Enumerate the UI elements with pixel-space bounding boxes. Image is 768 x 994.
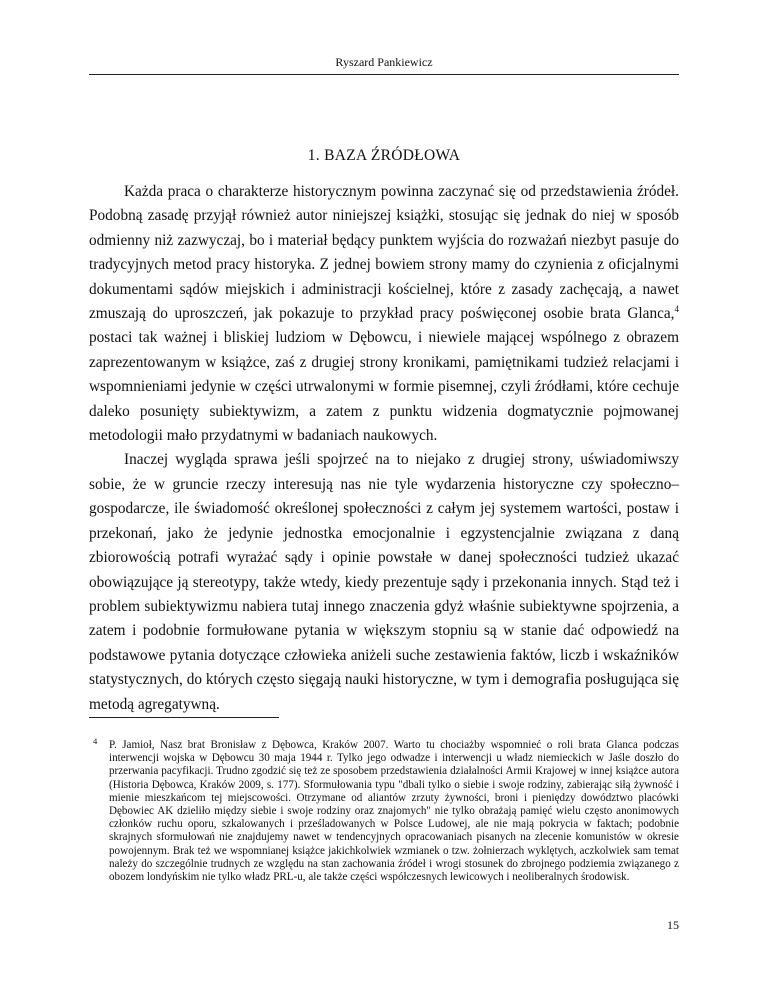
footnote-reference[interactable]: 4 (674, 304, 679, 315)
body-text (89, 180, 679, 717)
chapter-title: 1. BAZA ŹRÓDŁOWA (307, 147, 461, 164)
footnote (93, 736, 679, 884)
paragraph-1 (89, 180, 679, 448)
running-header: Ryszard Pankiewicz (335, 55, 433, 69)
page-number: 15 (667, 918, 679, 932)
paragraph-1-part-b: postaci tak ważnej i bliskiej ludziom w Dębowcu, i niewiele mającej wspólnego z obrazem zaprezentowanym w książce, zaś z drugiej strony kronikami, pamiętnikami tudzież relacjami i wspomnieniami jedynie w części utrwalonymi w formie pisemnej, czyli źródłami, które cechuje daleko posunięty subiektywizm, a zatem z punktu widzenia dogmatycznie pojmowanej metodologii mało przydatnymi w badaniach naukowych. (89, 329, 679, 445)
footnote-number: 4 (93, 736, 98, 746)
footnote-separator (89, 717, 279, 718)
paragraph-1-part-a: Każda praca o charakterze historycznym powinna zaczynać się od przedstawienia źródeł. Podobną zasadę przyjął również autor niniejszej książki, stosując się jednak do niej w sposób odmienny niż zazwyczaj, bo i materiał będący punktem wyjścia do rozważań niezbyt pasuje do tradycyjnych metod pracy historyka. Z jednej bowiem strony mamy do czynienia z oficjalnymi dokumentami sądów miejskich i administracji kościelnej, które z zasady zachęcają, a nawet zmuszają do uproszczeń, jak pokazuje to przykład pracy poświęconej osobie brata Glanca, (89, 183, 679, 323)
header-rule (89, 74, 679, 75)
paragraph-2: Inaczej wygląda sprawa jeśli spojrzeć na to niejako z drugiej strony, uświadomiwszy sobie, że w gruncie rzeczy interesują nas nie tyle wydarzenia historyczne czy społeczno–gospodarcze, ile świadomość określonej społeczności z całym jej systemem wartości, postaw i przekonań, jako że jedynie jednostka emocjonalnie i egzystencjalnie związana z daną zbiorowością potrafi wyrażać sądy i opinie powstałe w danej społeczności tudzież ukazać obowiązujące ją stereotypy, także wtedy, kiedy prezentuje sądy i przekonania innych. Stąd też i problem subiektywizmu nabiera tutaj innego znaczenia gdyż właśnie subiektywne spojrzenia, a zatem i podobnie formułowane pytania w większym stopniu są w stanie dać odpowiedź na podstawowe pytania dotyczące człowieka aniżeli suche zestawienia faktów, liczb i wskaźników statystycznych, do których często sięgają nauki historyczne, w tym i demografia posługująca się metodą agregatywną. (89, 451, 679, 713)
footnote-text: P. Jamioł, Nasz brat Bronisław z Dębowca, Kraków 2007. Warto tu chociażby wspomnieć o roli brata Glanca podczas interwencji wojska w Dębowcu 30 maja 1944 r. Tylko jego odwadze i interwencji u władz niemieckich w Jaśle doszło do przerwania pacyfikacji. Trudno zgodzić się też ze sposobem przedstawienia działalności Armii Krajowej w innej książce autora (Historia Dębowca, Kraków 2009, s. 177). Sformułowania typu "dbali tylko o siebie i swoje rodziny, zabierając siłą żywność i mienie mieszkańcom tej miejscowości. Otrzymane od aliantów zrzuty żywności, broni i pieniędzy dowództwo placówki Dębowiec AK dzieliło między siebie i swoje rodziny oraz znajomych" nie tylko obrażają pamięć wielu często anonimowych członków ruchu oporu, szkalowanych i prześladowanych w Polsce Ludowej, ale nie mają pokrycia w faktach; podobnie skrajnych sformułowań nie znajdujemy nawet w tendencyjnych opracowaniach pisanych na zlecenie komunistów w okresie powojennym. Brak też we wspomnianej książce jakichkolwiek wzmianek o tzw. żołnierzach wyklętych, aczkolwiek sam temat należy do szczególnie trudnych ze względu na stan zachowania źródeł i wrogi stosunek do zbrojnego podziemia związanego z obozem londyńskim nie tylko władz PRL-u, ale także części współczesnych lewicowych i neoliberalnych środowisk. (109, 739, 679, 884)
